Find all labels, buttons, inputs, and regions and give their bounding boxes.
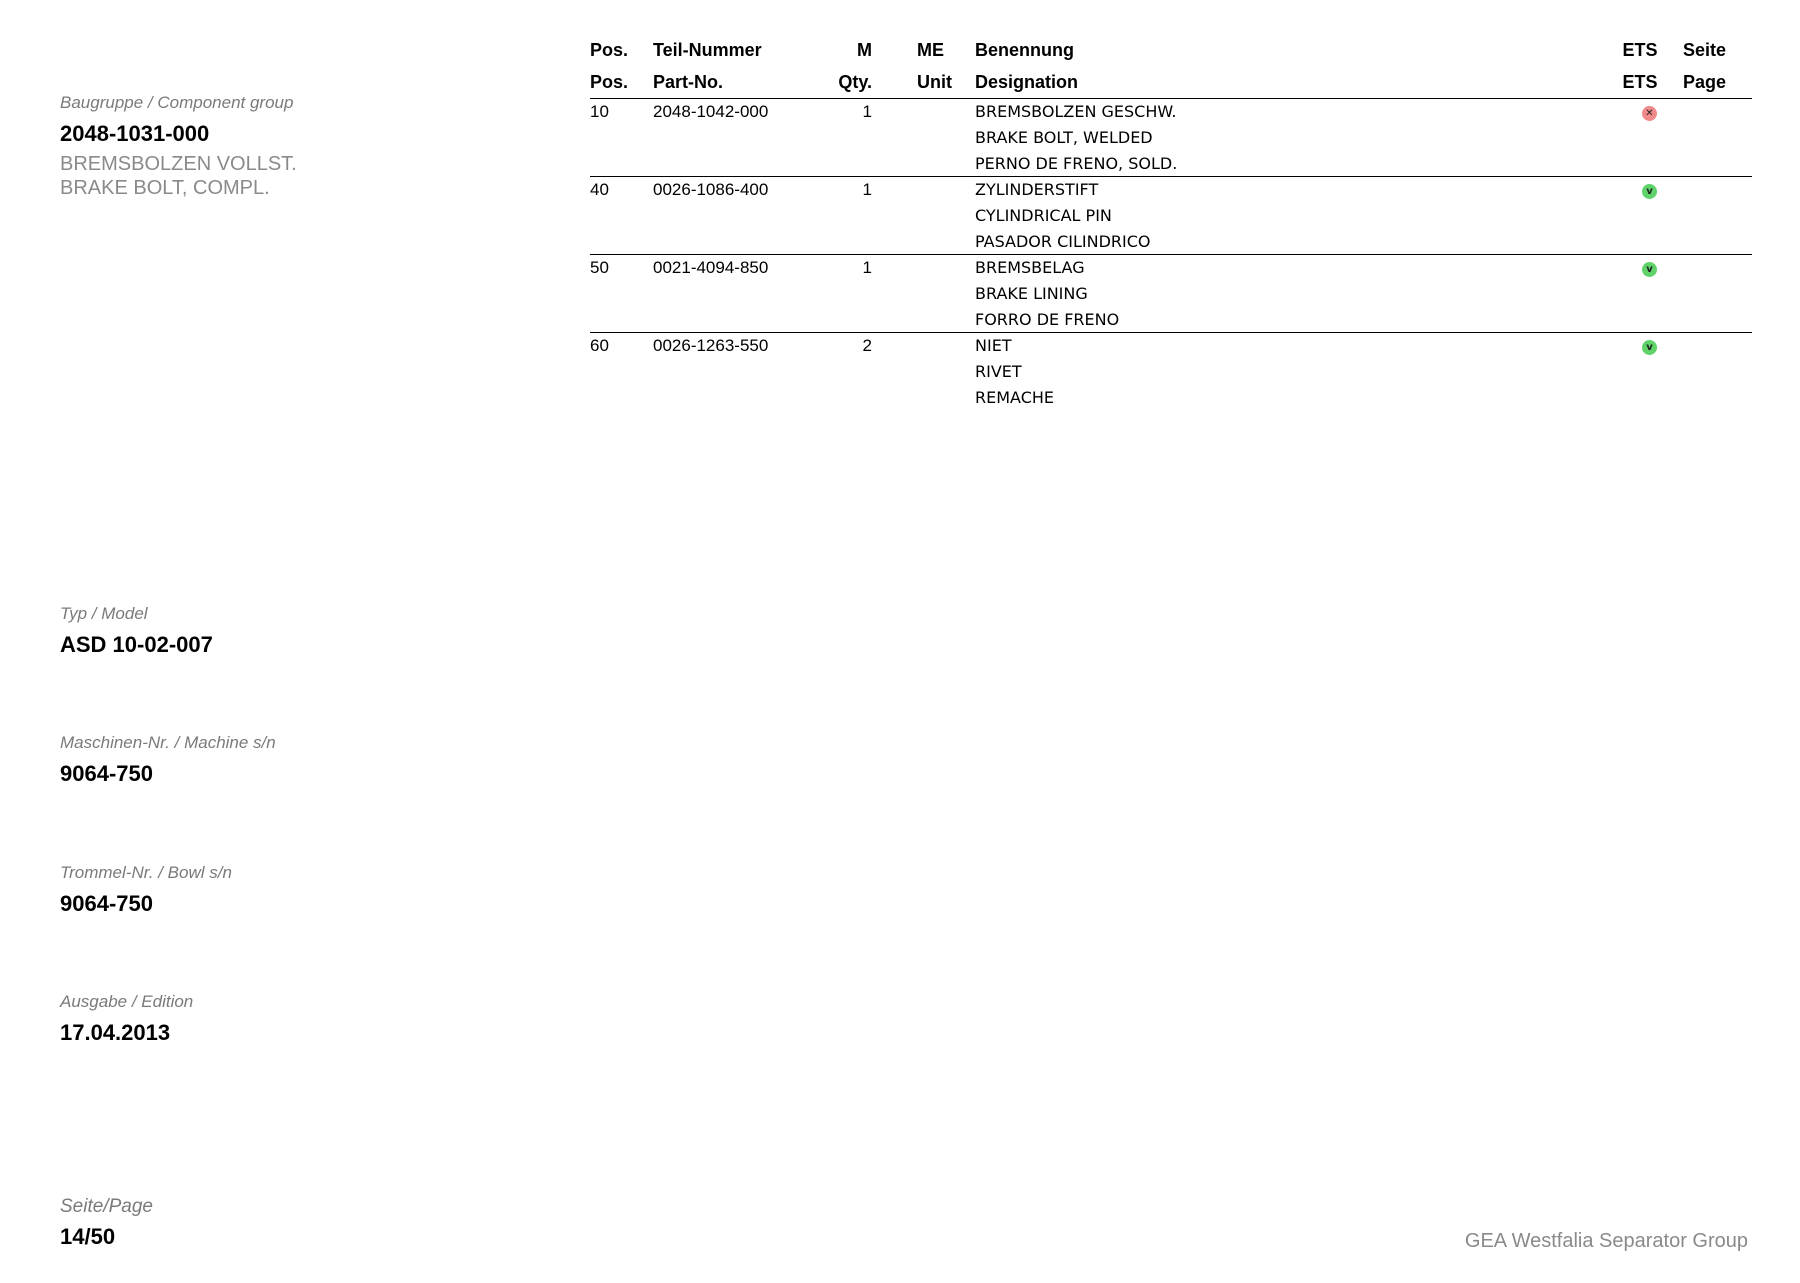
header-part-de: Teil-Nummer	[653, 40, 762, 60]
row-qty: 1	[862, 258, 872, 277]
header-desc-de: Benennung	[975, 40, 1074, 60]
row-qty: 2	[862, 336, 872, 355]
row-designation-de: ZYLINDERSTIFT	[975, 180, 1099, 199]
row-part-number: 2048-1042-000	[653, 102, 769, 121]
header-unit-en: Unit	[917, 72, 952, 92]
component-group-desc-en: BRAKE BOLT, COMPL.	[60, 177, 270, 199]
machine-sn-label: Maschinen-Nr. / Machine s/n	[60, 733, 276, 752]
row-qty: 1	[862, 102, 872, 121]
edition-value: 17.04.2013	[60, 1020, 171, 1045]
row-designation-de: NIET	[975, 336, 1012, 355]
machine-sn-value: 9064-750	[60, 761, 153, 786]
x-mark-icon: ✕	[1642, 106, 1657, 121]
header-qty-de: M	[857, 40, 872, 60]
model-block	[60, 603, 213, 659]
row-designation-en: RIVET	[975, 362, 1022, 381]
check-mark-icon: v	[1642, 184, 1657, 199]
component-group-number: 2048-1031-000	[60, 121, 210, 146]
component-group-block	[60, 92, 297, 200]
header-unit-de: ME	[917, 40, 944, 60]
table-row	[590, 333, 1752, 410]
row-pos: 50	[590, 258, 609, 277]
row-pos: 40	[590, 180, 609, 199]
company-name: GEA Westfalia Separator Group	[1464, 1230, 1748, 1252]
row-designation-de: BREMSBELAG	[975, 258, 1085, 277]
row-part-number: 0026-1263-550	[653, 336, 769, 355]
header-page-de: Seite	[1683, 40, 1727, 60]
parts-table	[590, 34, 1752, 410]
header-ets-de: ETS	[1622, 40, 1658, 60]
table-row	[590, 177, 1752, 255]
header-part-en: Part-No.	[653, 72, 724, 92]
table-row	[590, 99, 1752, 177]
row-designation-es: REMACHE	[975, 388, 1055, 407]
bowl-sn-label: Trommel-Nr. / Bowl s/n	[60, 863, 232, 882]
edition-block	[60, 991, 193, 1047]
row-pos: 10	[590, 102, 609, 121]
check-mark-icon: v	[1642, 262, 1657, 277]
model-label: Typ / Model	[60, 604, 148, 623]
header-qty-en: Qty.	[838, 72, 872, 92]
row-pos: 60	[590, 336, 609, 355]
row-designation	[975, 99, 1177, 177]
header-page-en: Page	[1683, 72, 1727, 92]
header-pos-de: Pos.	[590, 40, 629, 60]
row-part-number: 0021-4094-850	[653, 258, 769, 277]
row-designation-de: BREMSBOLZEN GESCHW.	[975, 102, 1177, 121]
row-designation-es: PASADOR CILINDRICO	[975, 232, 1151, 251]
bowl-sn-value: 9064-750	[60, 891, 153, 916]
machine-sn-block	[60, 732, 276, 788]
component-group-label: Baugruppe / Component group	[60, 93, 294, 112]
row-designation-en: CYLINDRICAL PIN	[975, 206, 1112, 225]
row-part-number: 0026-1086-400	[653, 180, 769, 199]
component-group-desc-de: BREMSBOLZEN VOLLST.	[60, 153, 297, 175]
row-designation	[975, 255, 1119, 333]
header-desc-en: Designation	[975, 72, 1079, 92]
page-number-block	[60, 1195, 153, 1251]
bowl-sn-block	[60, 862, 232, 918]
check-mark-icon: v	[1642, 340, 1657, 355]
row-designation-es: FORRO DE FRENO	[975, 310, 1120, 329]
page-number-label: Seite/Page	[60, 1196, 153, 1217]
row-designation-es: PERNO DE FRENO, SOLD.	[975, 154, 1178, 173]
page-number-value: 14/50	[60, 1224, 116, 1249]
row-designation	[975, 333, 1054, 411]
edition-label: Ausgabe / Edition	[60, 992, 194, 1011]
table-row	[590, 255, 1752, 333]
table-header-de	[590, 34, 1752, 66]
row-qty: 1	[862, 180, 872, 199]
table-header-en	[590, 66, 1752, 99]
row-designation	[975, 177, 1151, 255]
header-ets-en: ETS	[1622, 72, 1658, 92]
header-pos-en: Pos.	[590, 72, 629, 92]
model-value: ASD 10-02-007	[60, 632, 213, 657]
row-designation-en: BRAKE BOLT, WELDED	[975, 128, 1153, 147]
row-designation-en: BRAKE LINING	[975, 284, 1088, 303]
